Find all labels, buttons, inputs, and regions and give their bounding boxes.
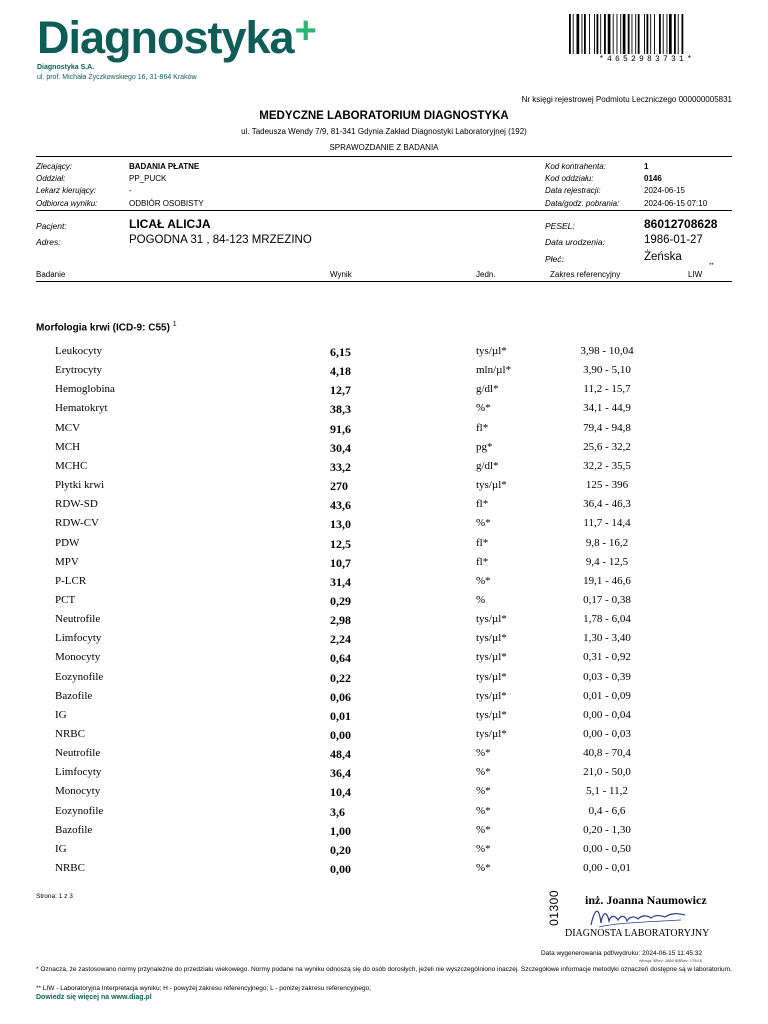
table-row bbox=[0, 632, 768, 651]
registry-number: Nr księgi rejestrowej Podmiotu Leczniczego 000000005831 bbox=[521, 95, 732, 104]
meta-label: Data rejestracji: bbox=[545, 186, 601, 195]
diagnostyka-logo: Diagnostyka+ bbox=[37, 10, 316, 63]
meta-value: 0146 bbox=[644, 174, 662, 183]
test-value: 31,4 bbox=[330, 574, 351, 589]
table-row bbox=[0, 498, 768, 517]
test-name: NRBC bbox=[55, 728, 85, 740]
test-range: 32,2 - 35,5 bbox=[583, 459, 631, 472]
test-name: Neutrofile bbox=[55, 747, 101, 760]
test-unit: %* bbox=[476, 804, 491, 817]
divider bbox=[36, 156, 732, 157]
signer-role: DIAGNOSTA LABORATORYJNY bbox=[565, 928, 710, 939]
table-row bbox=[0, 671, 768, 690]
barcode-text: *4652983731* bbox=[598, 55, 695, 64]
meta-label: Lekarz kierujący: bbox=[36, 186, 97, 195]
divider bbox=[36, 210, 732, 211]
test-value: 30,4 bbox=[330, 440, 351, 455]
test-value: 3,6 bbox=[330, 804, 345, 819]
test-value: 0,00 bbox=[330, 728, 351, 742]
test-name: MCHC bbox=[55, 459, 88, 472]
test-range: 3,90 - 5,10 bbox=[583, 364, 631, 377]
meta-label: Kod oddziału: bbox=[545, 174, 594, 183]
test-name: Monocyty bbox=[55, 785, 101, 798]
section-note: 1 bbox=[172, 321, 177, 328]
table-row bbox=[0, 805, 768, 824]
test-unit: %* bbox=[476, 823, 491, 836]
test-range: 9,8 - 16,2 bbox=[585, 536, 629, 549]
table-row bbox=[0, 556, 768, 575]
test-value: 10,4 bbox=[330, 785, 351, 800]
company-address: ul. prof. Michała Życzkowskiego 16, 31-864 Kraków bbox=[37, 74, 197, 81]
col-range: Zakres referencyjny bbox=[550, 270, 621, 279]
test-unit: %* bbox=[476, 574, 491, 587]
table-row bbox=[0, 766, 768, 785]
table-row bbox=[0, 402, 768, 421]
divider bbox=[36, 281, 732, 282]
section-title: Morfologia krwi (ICD-9: C55) $^1$ bbox=[36, 321, 177, 334]
pesel-value: 86012708628 bbox=[644, 217, 718, 231]
address-label: Adres: bbox=[36, 237, 61, 247]
table-row bbox=[0, 862, 768, 881]
test-unit: %* bbox=[476, 862, 491, 875]
test-name: NRBC bbox=[55, 862, 85, 875]
website-link[interactable]: Dowiedz się więcej na www.diag.pl bbox=[36, 994, 152, 1001]
test-name: RDW-CV bbox=[55, 517, 99, 530]
footnote-norms: * Oznacza, że zastosowano normy przynależne do przedziału wiekowego. Normy podane na wyniku odnoszą się do osób dorosłych, jeżeli nie wyszczególniono inaczej. Szczegółowe informacje metodyki oznaczeń dostępne są w laboratorium. bbox=[36, 966, 732, 973]
test-unit: fl* bbox=[476, 536, 489, 549]
table-row bbox=[0, 575, 768, 594]
test-unit: tys/µl* bbox=[476, 632, 507, 645]
test-unit: tys/µl* bbox=[476, 728, 507, 740]
test-unit: tys/µl* bbox=[476, 479, 507, 492]
table-row bbox=[0, 594, 768, 613]
col-liw-mark: ** bbox=[709, 263, 714, 269]
test-name: Monocyty bbox=[55, 651, 101, 664]
test-unit: %* bbox=[476, 402, 491, 415]
test-unit: tys/µl* bbox=[476, 689, 507, 702]
test-range: 5,1 - 11,2 bbox=[586, 785, 628, 798]
test-value: 270 bbox=[330, 479, 348, 494]
test-unit: g/dl* bbox=[476, 383, 499, 396]
lab-title: MEDYCZNE LABORATORIUM DIAGNOSTYKA bbox=[259, 110, 509, 122]
table-row bbox=[0, 422, 768, 441]
test-range: 0,20 - 1,30 bbox=[583, 823, 631, 836]
test-value: 0,22 bbox=[330, 670, 351, 685]
test-name: Płytki krwi bbox=[55, 479, 105, 492]
test-name: MCV bbox=[55, 421, 81, 434]
sex-value: Żeńska bbox=[644, 251, 682, 263]
patient-label: Pacjent: bbox=[36, 221, 67, 231]
meta-value: BADANIA PŁATNE bbox=[129, 162, 200, 171]
test-range: 3,98 - 10,04 bbox=[580, 345, 634, 357]
test-range: 0,31 - 0,92 bbox=[583, 651, 631, 664]
test-range: 21,0 - 50,0 bbox=[583, 766, 631, 779]
test-unit: %* bbox=[476, 766, 491, 779]
test-value: 0,01 bbox=[330, 708, 351, 723]
test-range: 1,78 - 6,04 bbox=[583, 613, 631, 626]
test-name: Bazofile bbox=[55, 823, 93, 836]
test-unit: pg* bbox=[476, 440, 493, 453]
test-unit: % bbox=[476, 593, 486, 606]
test-range: 0,01 - 0,09 bbox=[583, 689, 631, 702]
test-name: Eozynofile bbox=[55, 670, 104, 683]
table-row bbox=[0, 364, 768, 383]
table-row bbox=[0, 651, 768, 670]
test-range: 0,17 - 0,38 bbox=[583, 593, 631, 606]
version-info: Wersja: $Rev: 1866 $/$Rev: 1754 $ bbox=[638, 958, 702, 963]
test-value: 38,3 bbox=[330, 402, 351, 417]
dob-label: Data urodzenia: bbox=[545, 237, 606, 247]
meta-value: 2024-06-15 07:10 bbox=[644, 199, 708, 208]
test-value: 13,0 bbox=[330, 517, 351, 532]
test-range: 0,00 - 0,50 bbox=[583, 842, 631, 855]
test-name: RDW-SD bbox=[55, 498, 98, 511]
test-unit: %* bbox=[476, 842, 491, 855]
test-name: MCH bbox=[55, 440, 81, 453]
table-row bbox=[0, 383, 768, 402]
table-row bbox=[0, 441, 768, 460]
test-range: 11,7 - 14,4 bbox=[583, 517, 631, 530]
test-unit: g/dl* bbox=[476, 459, 499, 472]
table-row bbox=[0, 709, 768, 728]
test-name: IG bbox=[55, 842, 67, 855]
meta-value: ODBIÓR OSOBISTY bbox=[129, 199, 204, 208]
test-name: Limfocyty bbox=[55, 632, 102, 645]
test-range: 11,2 - 15,7 bbox=[583, 383, 631, 396]
test-range: 125 - 396 bbox=[585, 479, 629, 492]
test-name: Bazofile bbox=[55, 689, 93, 702]
meta-value: - bbox=[129, 186, 132, 195]
test-name: Leukocyty bbox=[55, 345, 103, 357]
meta-value: 1 bbox=[644, 162, 649, 171]
test-name: Eozynofile bbox=[55, 804, 104, 817]
table-row bbox=[0, 345, 768, 364]
test-value: 2,98 bbox=[330, 613, 351, 628]
col-liw: LIW bbox=[688, 270, 703, 279]
test-unit: tys/µl* bbox=[476, 345, 507, 357]
stamp-code: 01300 bbox=[547, 890, 561, 926]
test-unit: tys/µl* bbox=[476, 613, 507, 626]
test-value: 12,7 bbox=[330, 383, 351, 398]
test-name: Limfocyty bbox=[55, 766, 102, 779]
test-value: 2,24 bbox=[330, 632, 351, 647]
test-name: Hematokryt bbox=[55, 402, 108, 415]
test-range: 19,1 - 46,6 bbox=[583, 574, 631, 587]
test-name: PCT bbox=[55, 593, 76, 606]
test-unit: fl* bbox=[476, 555, 489, 568]
test-range: 0,4 - 6,6 bbox=[588, 804, 626, 817]
test-value: 0,64 bbox=[330, 651, 351, 666]
test-value: 6,15 bbox=[330, 345, 351, 359]
test-value: 0,00 bbox=[330, 862, 351, 877]
footnote-liw: ** LIW - Laboratoryjna Interpretacja wyniku; H - powyżej zakresu referencyjnego; L - poniżej zakresu referencyjnego; bbox=[36, 985, 372, 992]
meta-label: Oddział: bbox=[36, 174, 66, 183]
test-unit: tys/µl* bbox=[476, 708, 507, 721]
test-range: 36,4 - 46,3 bbox=[583, 498, 631, 511]
barcode bbox=[568, 14, 726, 54]
meta-label: Kod kontrahenta: bbox=[545, 162, 606, 171]
signer-name: inż. Joanna Naumowicz bbox=[585, 893, 707, 907]
test-value: 91,6 bbox=[330, 421, 351, 436]
table-row bbox=[0, 460, 768, 479]
test-name: MPV bbox=[55, 555, 79, 568]
test-name: PDW bbox=[55, 536, 80, 549]
page-number: Strona: 1 z 3 bbox=[36, 893, 73, 900]
col-result: Wynik bbox=[330, 270, 352, 279]
patient-name: LICAŁ ALICJA bbox=[129, 217, 211, 231]
test-range: 34,1 - 44,9 bbox=[583, 402, 631, 415]
test-unit: %* bbox=[476, 785, 491, 798]
report-title: SPRAWOZDANIE Z BADANIA bbox=[329, 143, 439, 152]
test-value: 0,06 bbox=[330, 689, 351, 704]
test-value: 48,4 bbox=[330, 747, 351, 762]
dob-value: 1986-01-27 bbox=[644, 234, 703, 246]
meta-label: Odbiorca wyniku: bbox=[36, 199, 98, 208]
col-test: Badanie bbox=[36, 270, 66, 279]
table-row bbox=[0, 517, 768, 536]
test-name: Neutrofile bbox=[55, 613, 101, 626]
lab-address: ul. Tadeusza Wendy 7/9, 81-341 Gdynia Zakład Diagnostyki Laboratoryjnej (192) bbox=[241, 127, 527, 136]
table-row bbox=[0, 747, 768, 766]
test-name: P-LCR bbox=[55, 574, 87, 587]
test-unit: %* bbox=[476, 517, 491, 530]
meta-value: PP_PUCK bbox=[129, 174, 167, 183]
test-value: 12,5 bbox=[330, 536, 351, 551]
test-value: 10,7 bbox=[330, 555, 351, 570]
test-name: Hemoglobina bbox=[55, 383, 115, 396]
pesel-label: PESEL: bbox=[545, 221, 575, 231]
test-value: 43,6 bbox=[330, 498, 351, 513]
sex-label: Płeć: bbox=[545, 254, 564, 264]
test-unit: tys/µl* bbox=[476, 670, 507, 683]
table-row bbox=[0, 537, 768, 556]
test-range: 25,6 - 32,2 bbox=[583, 440, 631, 453]
test-value: 1,00 bbox=[330, 823, 351, 838]
test-unit: tys/µl* bbox=[476, 651, 507, 664]
test-value: 36,4 bbox=[330, 766, 351, 781]
test-value: 33,2 bbox=[330, 459, 351, 474]
test-name: IG bbox=[55, 708, 67, 721]
plus-icon: + bbox=[294, 10, 316, 52]
test-name: Erytrocyty bbox=[55, 364, 103, 377]
test-value: 0,29 bbox=[330, 593, 351, 608]
meta-label: Data/godz. pobrania: bbox=[545, 199, 620, 208]
test-unit: fl* bbox=[476, 421, 489, 434]
test-range: 0,00 - 0,04 bbox=[583, 708, 631, 721]
table-row bbox=[0, 824, 768, 843]
test-unit: fl* bbox=[476, 498, 489, 511]
test-range: 0,00 - 0,01 bbox=[583, 862, 631, 875]
test-range: 1,30 - 3,40 bbox=[583, 632, 631, 645]
test-range: 0,00 - 0,03 bbox=[583, 728, 631, 740]
test-range: 9,4 - 12,5 bbox=[585, 555, 629, 568]
test-range: 40,8 - 70,4 bbox=[583, 747, 631, 760]
patient-address: POGODNA 31 , 84-123 MRZEZINO bbox=[129, 234, 312, 246]
test-unit: %* bbox=[476, 747, 491, 760]
company-name: Diagnostyka S.A. bbox=[37, 64, 95, 71]
table-row bbox=[0, 728, 768, 747]
table-row bbox=[0, 843, 768, 862]
table-row bbox=[0, 613, 768, 632]
test-value: 0,20 bbox=[330, 842, 351, 857]
test-range: 79,4 - 94,8 bbox=[583, 421, 631, 434]
meta-label: Zlecający: bbox=[36, 162, 73, 171]
col-unit: Jedn. bbox=[476, 270, 496, 279]
table-row bbox=[0, 479, 768, 498]
table-row bbox=[0, 785, 768, 804]
generated-date: Data wygenerowania pdf/wydruku: 2024-06-15 11:45:32 bbox=[540, 950, 702, 957]
table-row bbox=[0, 690, 768, 709]
test-unit: mln/µl* bbox=[476, 364, 512, 377]
meta-value: 2024-06-15 bbox=[644, 186, 685, 195]
test-value: 4,18 bbox=[330, 364, 351, 379]
test-range: 0,03 - 0,39 bbox=[583, 670, 631, 683]
